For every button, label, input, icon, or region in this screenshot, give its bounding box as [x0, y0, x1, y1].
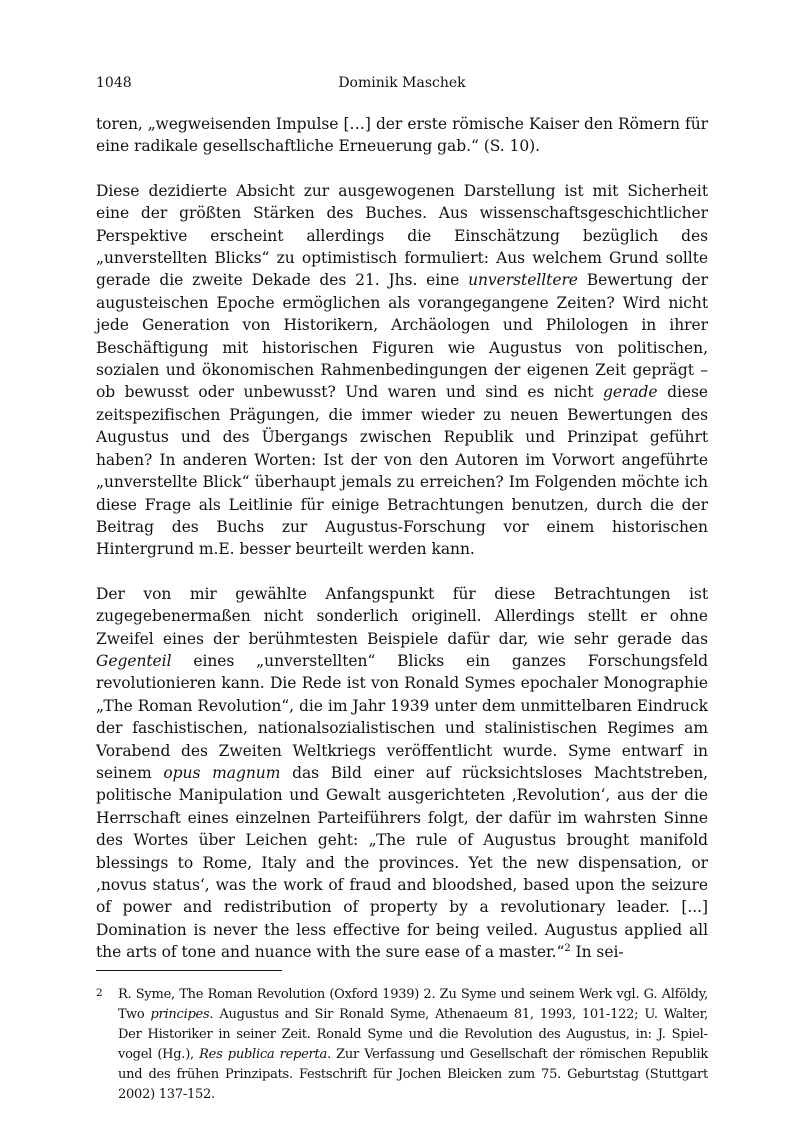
paragraph-text: eines „unverstellten“ Blicks ein ganzes Forschungsfeld revolutionieren kann. Die Rede ist von Ronald Symes epochaler Monographie „The Roman Revolution“, die im Jahr 1939 unter dem unmittelbaren Eindruck der faschistischen, nationalsozialistischen und stalinistischen Regimes am Vorabend des Zweiten Weltkriegs veröffentlicht wurde. Syme entwarf in seinem: [96, 651, 708, 782]
running-header: [96, 72, 708, 94]
italic-term: gerade: [603, 383, 658, 402]
footnote-text: . Augustus and Sir Ronald Syme, Athenaeum 81, 1993, 101-122; U. Walter, Der Historiker in seiner Zeit. Ronald Syme und die Revolution des Augustus, in: J. Spielvogel (Hg.),: [118, 1006, 708, 1062]
footnote-2: [96, 985, 708, 1105]
paragraph-text: diese zeitspezifischen Prägungen, die immer wieder zu neuen Bewertungen des Augustus und des Übergangs zwischen Republik und Prinzipat geführt haben? In anderen Worten: Ist der von den Autoren im Vorwort angeführte „unverstellte Blick“ überhaupt jemals zu erreichen? Im Folgenden möchte ich diese Frage als Leitlinie für einige Betrachtungen benutzen, durch die der Beitrag des Buchs zur Augustus-Forschung vor einem historischen Hintergrund m.E. besser beurteilt werden kann.: [96, 383, 708, 559]
paragraph-text: Der von mir gewählte Anfangspunkt für diese Betrachtungen ist zugegebenermaßen nicht sonderlich originell. Allerdings stellt er ohne Zweifel eines der berühmtesten Beispiele dafür dar, wie sehr gerade das: [96, 584, 708, 648]
paragraph-1: [96, 113, 708, 158]
italic-term: principes: [150, 1006, 210, 1022]
footnote-separator: [96, 970, 282, 971]
running-head-author: Dominik Maschek: [338, 75, 466, 91]
italic-term: Gegenteil: [96, 651, 172, 670]
page-number: 1048: [96, 75, 132, 91]
footnote-number: 2: [96, 986, 103, 999]
paragraph-text: das Bild einer auf rücksichtsloses Machtstreben, politische Manipulation und Gewalt ausgerichteten ‚Revolution‘, aus der die Herrschaft eines einzelnen Parteiführers folgt, der dafür im wahrsten Sinne des Wortes über Leichen geht: „The rule of Augustus brought manifold blessings to Rome, Italy and the provinces. Yet the new dispensation, or ‚novus status‘, was the work of fraud and bloodshed, based upon the seizure of power and redistribution of property by a revolutionary leader. [...] Domination is never the less effective for being veiled. Augustus applied all the arts of tone and nuance with the sure ease of a master.“: [96, 763, 709, 962]
page-content: [96, 72, 708, 1105]
footnote-text: . Zur Verfassung und Gesellschaft der römischen Republik und des frühen Prinzipats. Festschrift für Jochen Bleicken zum 75. Geburtstag (Stuttgart 2002) 137-152.: [118, 1046, 708, 1102]
paragraph-text: In sei-: [570, 943, 624, 962]
paragraph-text: Diese dezidierte Absicht zur ausgewogenen Darstellung ist mit Sicherheit eine der größten Stärken des Buches. Aus wissenschaftsgeschichtlicher Perspektive erscheint allerdings die Einschätzung bezüglich des „unverstellten Blicks“ zu optimistisch formuliert: Aus welchem Grund sollte gerade die zweite Dekade des 21. Jhs. eine: [96, 181, 708, 290]
paragraph-text: toren, „wegweisenden Impulse […] der erste römische Kaiser den Römern für eine radikale gesellschaftliche Erneuerung gab.“ (S. 10).: [96, 115, 708, 156]
paragraph-2: [96, 180, 708, 561]
italic-term: opus magnum: [163, 763, 281, 782]
paragraph-3: [96, 583, 708, 964]
footnote-text: R. Syme, The Roman Revolution (Oxford 1939) 2. Zu Syme und seinem Werk vgl. G. Alföldy, Two: [118, 986, 708, 1022]
paragraph-text: Bewertung der augusteischen Epoche ermöglichen als vorangegangene Zeiten? Wird nicht jede Generation von Historikern, Archäologen und Philologen in ihrer Beschäftigung mit historischen Figuren wie Augustus von politischen, sozialen und ökonomischen Rahmenbedingungen der eigenen Zeit geprägt – ob bewusst oder unbewusst? Und waren und sind es nicht: [96, 271, 708, 402]
footnote-reference[interactable]: 2: [564, 943, 571, 955]
body-text: [96, 113, 708, 964]
italic-term: Res publica reperta: [199, 1046, 327, 1062]
italic-term: unverstelltere: [468, 271, 578, 290]
